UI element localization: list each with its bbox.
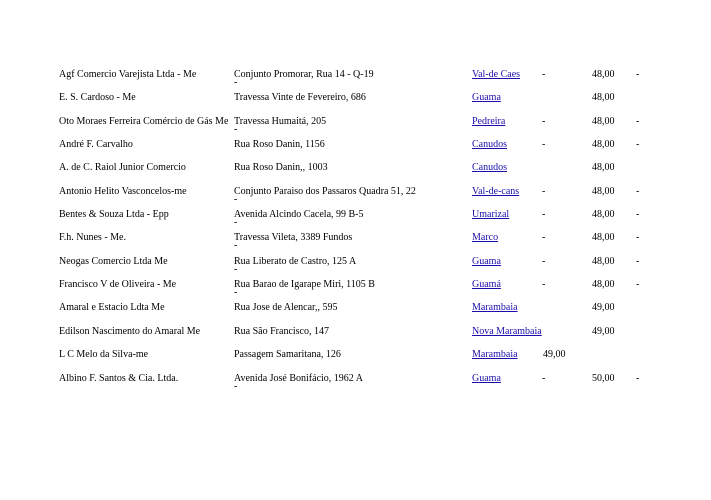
neighborhood-link[interactable]: Guama [472,92,501,103]
address-cell [234,139,325,151]
price-value: 49,00 [592,302,615,313]
table-row [0,326,711,349]
neighborhood-link[interactable]: Val-de Caes [472,69,521,80]
address-continuation-dash: - [234,287,238,298]
trailing-dash: - [636,186,640,197]
address-cell [234,279,375,298]
price-value: 48,00 [592,116,615,127]
business-name: Agf Comercio Varejista Ltda - Me [59,69,197,80]
trailing-dash: - [636,69,640,80]
neighborhood-link[interactable]: Canudos [472,162,507,173]
separator-dash: - [542,209,546,220]
address-cell [234,232,353,251]
table-row [0,302,711,325]
separator-dash: - [542,373,546,384]
business-name: Oto Moraes Ferreira Comércio de Gás Me [59,116,229,127]
business-name: F.h. Nunes - Me. [59,232,126,243]
business-name: Edilson Nascimento do Amaral Me [59,326,201,337]
trailing-dash: - [636,232,640,243]
separator-dash: - [542,232,546,243]
address-continuation-dash: - [234,124,238,135]
neighborhood-link[interactable]: Marambaia [472,349,518,360]
table-row [0,116,711,139]
separator-dash: - [542,116,546,127]
table-row [0,139,711,162]
neighborhood-link[interactable]: Val-de-cans [472,186,520,197]
business-name: E. S. Cardoso - Me [59,92,136,103]
neighborhood-link[interactable]: Guama [472,373,501,384]
address-text: Rua Roso Danin, 1156 [234,139,325,150]
price-value: 48,00 [592,279,615,290]
address-cell [234,302,337,314]
price-value: 48,00 [592,92,615,103]
neighborhood-link[interactable]: Canudos [472,139,507,150]
price-value: 48,00 [592,139,615,150]
address-text: Travessa Humaitá, 205 [234,116,327,127]
address-text: Avenida José Bonifácio, 1962 A [234,373,363,384]
address-cell [234,326,329,338]
table-row [0,209,711,232]
business-name: André F. Carvalho [59,139,133,150]
address-text: Travessa Vileta, 3389 Fundos [234,232,353,243]
address-continuation-dash: - [234,240,238,251]
price-value: 48,00 [592,186,615,197]
business-name: A. de C. Raiol Junior Comercio [59,162,186,173]
business-name: L C Melo da Silva-me [59,349,149,360]
address-cell [234,373,363,392]
address-continuation-dash: - [234,264,238,275]
table-row [0,92,711,115]
address-continuation-dash: - [234,381,238,392]
table-row [0,373,711,396]
neighborhood-link[interactable]: Guamá [472,279,501,290]
price-value: 49,00 [543,349,566,360]
price-value: 48,00 [592,162,615,173]
price-value: 50,00 [592,373,615,384]
address-text: Rua São Francisco, 147 [234,326,329,337]
address-text: Rua Barao de Igarape Miri, 1105 B [234,279,375,290]
business-name: Antonio Helito Vasconcelos-me [59,186,187,197]
neighborhood-link[interactable]: Umarizal [472,209,510,220]
address-cell [234,256,357,275]
price-value: 48,00 [592,232,615,243]
neighborhood-link[interactable]: Pedreira [472,116,506,127]
address-cell [234,186,416,205]
separator-dash: - [542,69,546,80]
table-row [0,349,711,372]
trailing-dash: - [636,209,640,220]
table-row [0,279,711,302]
table-row [0,256,711,279]
address-cell [234,69,374,88]
address-text: Travessa Vinte de Fevereiro, 686 [234,92,366,103]
trailing-dash: - [636,279,640,290]
address-text: Avenida Alcindo Cacela, 99 B-5 [234,209,364,220]
separator-dash: - [542,279,546,290]
separator-dash: - [542,256,546,267]
address-cell [234,349,341,361]
business-name: Neogas Comercio Ltda Me [59,256,168,267]
table-row [0,232,711,255]
neighborhood-link[interactable]: Guama [472,256,501,267]
address-text: Conjunto Promorar, Rua 14 - Q-19 [234,69,374,80]
trailing-dash: - [636,373,640,384]
table-row [0,186,711,209]
address-cell [234,209,364,228]
table-row [0,69,711,92]
address-text: Rua Roso Danin,, 1003 [234,162,328,173]
neighborhood-link[interactable]: Marambaia [472,302,518,313]
table-row [0,162,711,185]
trailing-dash: - [636,256,640,267]
business-name: Amaral e Estacio Ldta Me [59,302,165,313]
address-cell [234,116,327,135]
address-text: Passagem Samaritana, 126 [234,349,341,360]
business-name: Albino F. Santos & Cia. Ltda. [59,373,179,384]
address-text: Conjunto Paraiso dos Passaros Quadra 51, 22 [234,186,416,197]
address-text: Rua Liberato de Castro, 125 A [234,256,357,267]
address-continuation-dash: - [234,194,238,205]
neighborhood-link[interactable]: Marco [472,232,499,243]
address-continuation-dash: - [234,77,238,88]
price-value: 48,00 [592,209,615,220]
address-text: Rua Jose de Alencar,, 595 [234,302,338,313]
price-value: 48,00 [592,69,615,80]
price-value: 48,00 [592,256,615,267]
separator-dash: - [542,139,546,150]
address-cell [234,92,366,104]
neighborhood-link[interactable]: Nova Marambaia [472,326,542,337]
business-name: Bentes & Souza Ltda - Epp [59,209,169,220]
trailing-dash: - [636,139,640,150]
separator-dash: - [542,186,546,197]
business-name: Francisco V de Oliveira - Me [59,279,177,290]
address-continuation-dash: - [234,217,238,228]
trailing-dash: - [636,116,640,127]
price-value: 49,00 [592,326,615,337]
address-cell [234,162,328,174]
